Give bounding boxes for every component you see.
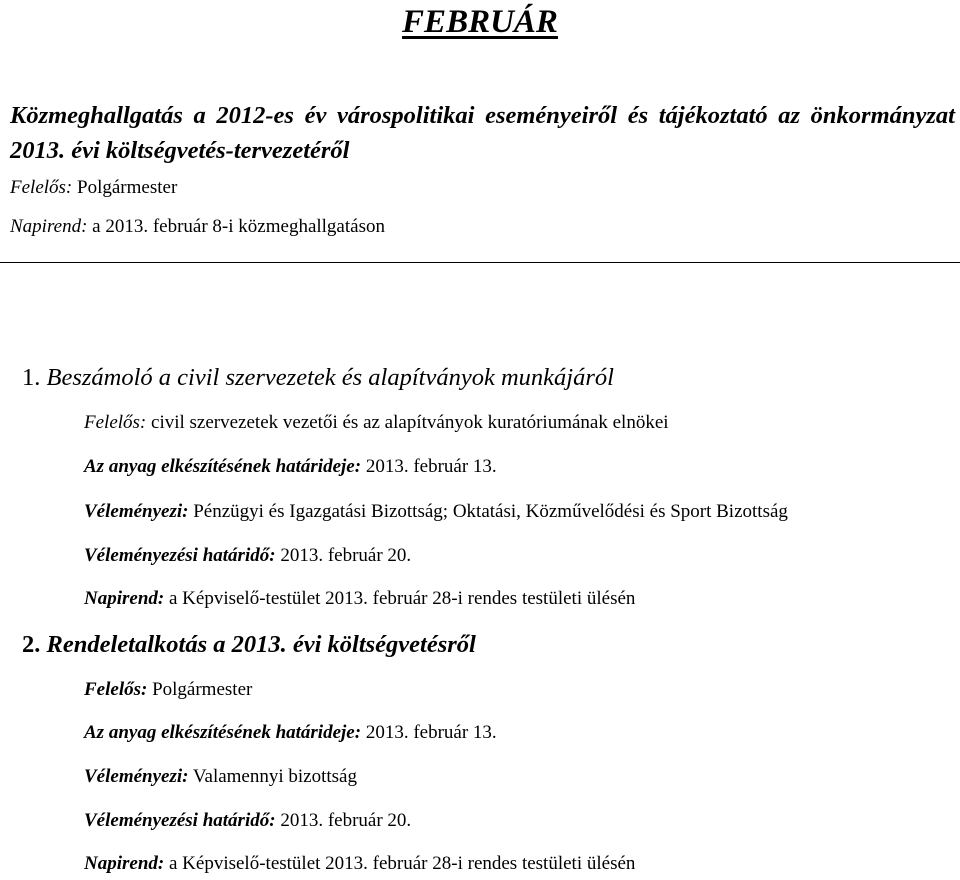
public-hearing-section: [10, 98, 955, 239]
agenda-item-responsible: [84, 410, 669, 435]
agenda-item-heading: [22, 362, 614, 394]
reviewer-value: Valamennyi bizottság: [192, 766, 357, 787]
public-hearing-title: Közmeghallgatás a 2012-es év várospolitikai eseményeiről és tájékoztató az önkormányzat 2013. évi költségvetés-tervezetéről: [10, 102, 955, 164]
agenda-item-review-deadline: [84, 543, 411, 568]
responsible-value: Polgármester: [77, 177, 178, 198]
reviewer-value: Pénzügyi és Igazgatási Bizottság; Oktatási, Közművelődési és Sport Bizottság: [193, 501, 788, 522]
agenda-label: Napirend:: [84, 853, 165, 874]
agenda-item-number: 2.: [22, 631, 41, 658]
deadline-label: Az anyag elkészítésének határideje:: [84, 722, 362, 743]
section-divider: [0, 262, 960, 263]
responsible-label: Felelős:: [84, 679, 148, 700]
agenda-label: Napirend:: [10, 216, 88, 237]
deadline-label: Az anyag elkészítésének határideje:: [84, 456, 362, 477]
agenda-label: Napirend:: [84, 588, 165, 609]
responsible-label: Felelős:: [10, 177, 73, 198]
agenda-value: a Képviselő-testület 2013. február 28-i rendes testületi ülésén: [168, 588, 636, 609]
deadline-value: 2013. február 13.: [365, 456, 497, 477]
review-deadline-label: Véleményezési határidő:: [84, 545, 276, 566]
review-deadline-value: 2013. február 20.: [280, 810, 412, 831]
page-title: FEBRUÁR: [402, 4, 558, 40]
reviewer-label: Véleményezi:: [84, 501, 189, 522]
review-deadline-value: 2013. február 20.: [280, 545, 412, 566]
agenda-item-agenda: [84, 586, 635, 611]
agenda-item-agenda: [84, 851, 635, 876]
public-hearing-agenda: [10, 214, 955, 239]
agenda-item-title: Rendeletalkotás a 2013. évi költségvetésről: [46, 631, 476, 658]
responsible-value: Polgármester: [152, 679, 253, 700]
responsible-value: civil szervezetek vezetői és az alapítványok kuratóriumának elnökei: [151, 412, 669, 433]
agenda-item-reviewer: [84, 764, 357, 789]
agenda-value: a Képviselő-testület 2013. február 28-i rendes testületi ülésén: [168, 853, 636, 874]
review-deadline-label: Véleményezési határidő:: [84, 810, 276, 831]
agenda-item-reviewer: [84, 499, 788, 524]
agenda-item-heading: [22, 629, 476, 661]
reviewer-label: Véleményezi:: [84, 766, 189, 787]
public-hearing-responsible: [10, 175, 955, 200]
agenda-item-review-deadline: [84, 808, 411, 833]
agenda-item-deadline: [84, 720, 497, 745]
agenda-item-deadline: [84, 454, 497, 479]
agenda-item-title: Beszámoló a civil szervezetek és alapítványok munkájáról: [46, 364, 614, 391]
agenda-value: a 2013. február 8-i közmeghallgatáson: [92, 216, 385, 237]
deadline-value: 2013. február 13.: [365, 722, 497, 743]
responsible-label: Felelős:: [84, 412, 147, 433]
agenda-item-number: 1.: [22, 364, 41, 391]
agenda-item-responsible: [84, 677, 252, 702]
